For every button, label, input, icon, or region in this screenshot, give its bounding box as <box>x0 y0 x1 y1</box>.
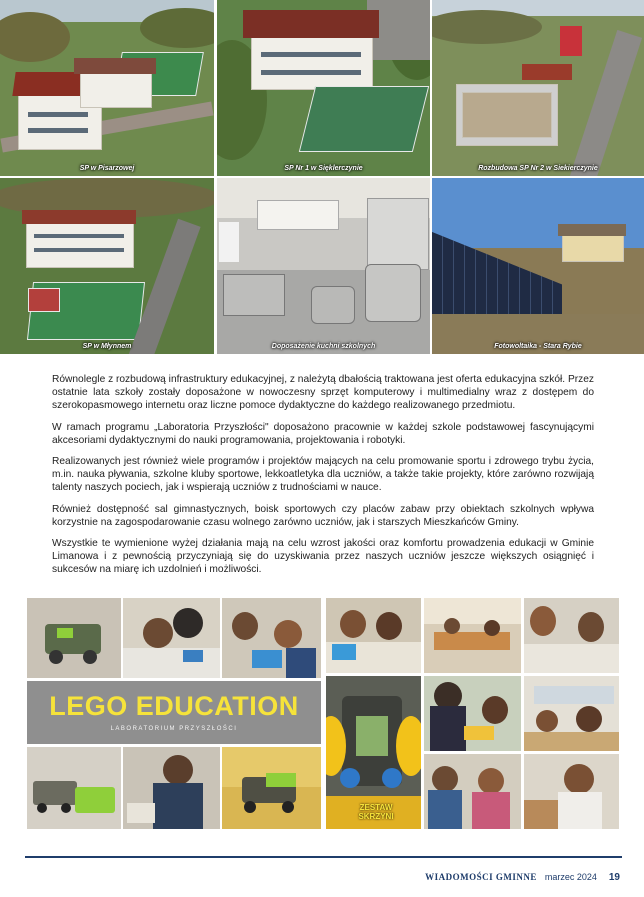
article-paragraph: Również dostępność sal gimnastycznych, boisk sportowych czy placów zabaw przy obiektach szkolnych wpływa korzystnie na zagospodarowanie czasu wolnego zarówno uczniów, jak i starszych Mieszkańców Gminy. <box>52 503 594 528</box>
photo-lego-robot <box>27 598 121 678</box>
photo-classroom-1 <box>424 598 521 673</box>
photo-students-3 <box>123 747 220 829</box>
photo-robot-kit <box>326 676 421 829</box>
lego-subtitle: LABORATORIUM PRZYSZŁOŚCI <box>110 726 238 732</box>
footer-divider <box>25 856 622 858</box>
photo-fotowoltaika <box>432 178 644 354</box>
photo-caption: Fotowoltaika - Stara Rybie <box>494 343 582 350</box>
photo-classroom-3 <box>524 676 619 751</box>
photo-students-1 <box>123 598 220 678</box>
page-number: 19 <box>608 871 620 883</box>
photo-sp-pisarzowa <box>0 0 214 176</box>
photo-students-5 <box>424 676 521 751</box>
lego-education-banner <box>27 681 321 744</box>
photo-students-6 <box>424 754 521 829</box>
page-footer <box>425 870 620 884</box>
photo-students-7 <box>524 754 619 829</box>
article-paragraph: Realizowanych jest również wiele programów i projektów mających na celu promowanie sportu i zdrowego trybu życia, m.in. nauka pływania, szkolne kluby sportowe, lekkoatletyka dla uczniów, a także takie projekty, które zarówno rozwijają talenty naszych pociech, jak i wspierają uczniów z trudnościami w nauce. <box>52 456 594 494</box>
photo-students-2 <box>222 598 321 678</box>
photo-classroom-2 <box>524 598 619 673</box>
photo-caption: SP w Pisarzowej <box>79 165 135 172</box>
lego-title: LEGO EDUCATION <box>49 691 299 721</box>
article-body <box>52 373 594 585</box>
photo-kuchnia <box>217 178 430 354</box>
article-paragraph: Wszystkie te wymienione wyżej działania mają na celu wzrost jakości oraz komfortu prowadzenia edukacji w Gminie Limanowa i z pewnością przyczyniają się do uzyskiwania przez naszych uczniów jeszcze większych osiągnięć i sukcesów na miarę ich uzdolnień i możliwości. <box>52 538 594 576</box>
photo-sp-nr2-rozbudowa <box>432 0 644 176</box>
article-paragraph: W ramach programu „Laboratoria Przyszłości" doposażono pracownie w każdej szkole podstawowej fascynującymi akcesoriami dydaktycznymi do nauki programowania, projektowania i robotyki. <box>52 421 594 446</box>
photo-lego-models <box>27 747 121 829</box>
article-paragraph: Równolegle z rozbudową infrastruktury edukacyjnej, z należytą dbałością traktowana jest oferta edukacyjna szkół. Przez ostatnie lata szkoły zostały doposażone w nowoczesny sprzęt komputerowy i multimedialny wraz z dostępem do szerokopasmowego internetu oraz liczne pomoce dydaktyczne do każdego realizowanego przedmiotu. <box>52 374 594 412</box>
photo-caption: Rozbudowa SP Nr 2 w Siekierczynie <box>478 165 598 172</box>
photo-caption: SP Nr 1 w Sięklerczynie <box>284 165 363 172</box>
magazine-name: WIADOMOŚCI GMINNE <box>425 872 537 882</box>
kit-label: ZESTAW SKRZYNI <box>358 803 394 821</box>
photo-sp-nr1-sieklerczyn <box>217 0 430 176</box>
photo-students-4 <box>326 598 421 673</box>
photo-sp-mlynne <box>0 178 214 354</box>
photo-lego-car <box>222 747 321 829</box>
photo-caption: Doposażenie kuchni szkolnych <box>271 343 376 350</box>
photo-caption: SP w Młynnem <box>82 343 132 350</box>
issue-date: marzec 2024 <box>544 872 597 882</box>
